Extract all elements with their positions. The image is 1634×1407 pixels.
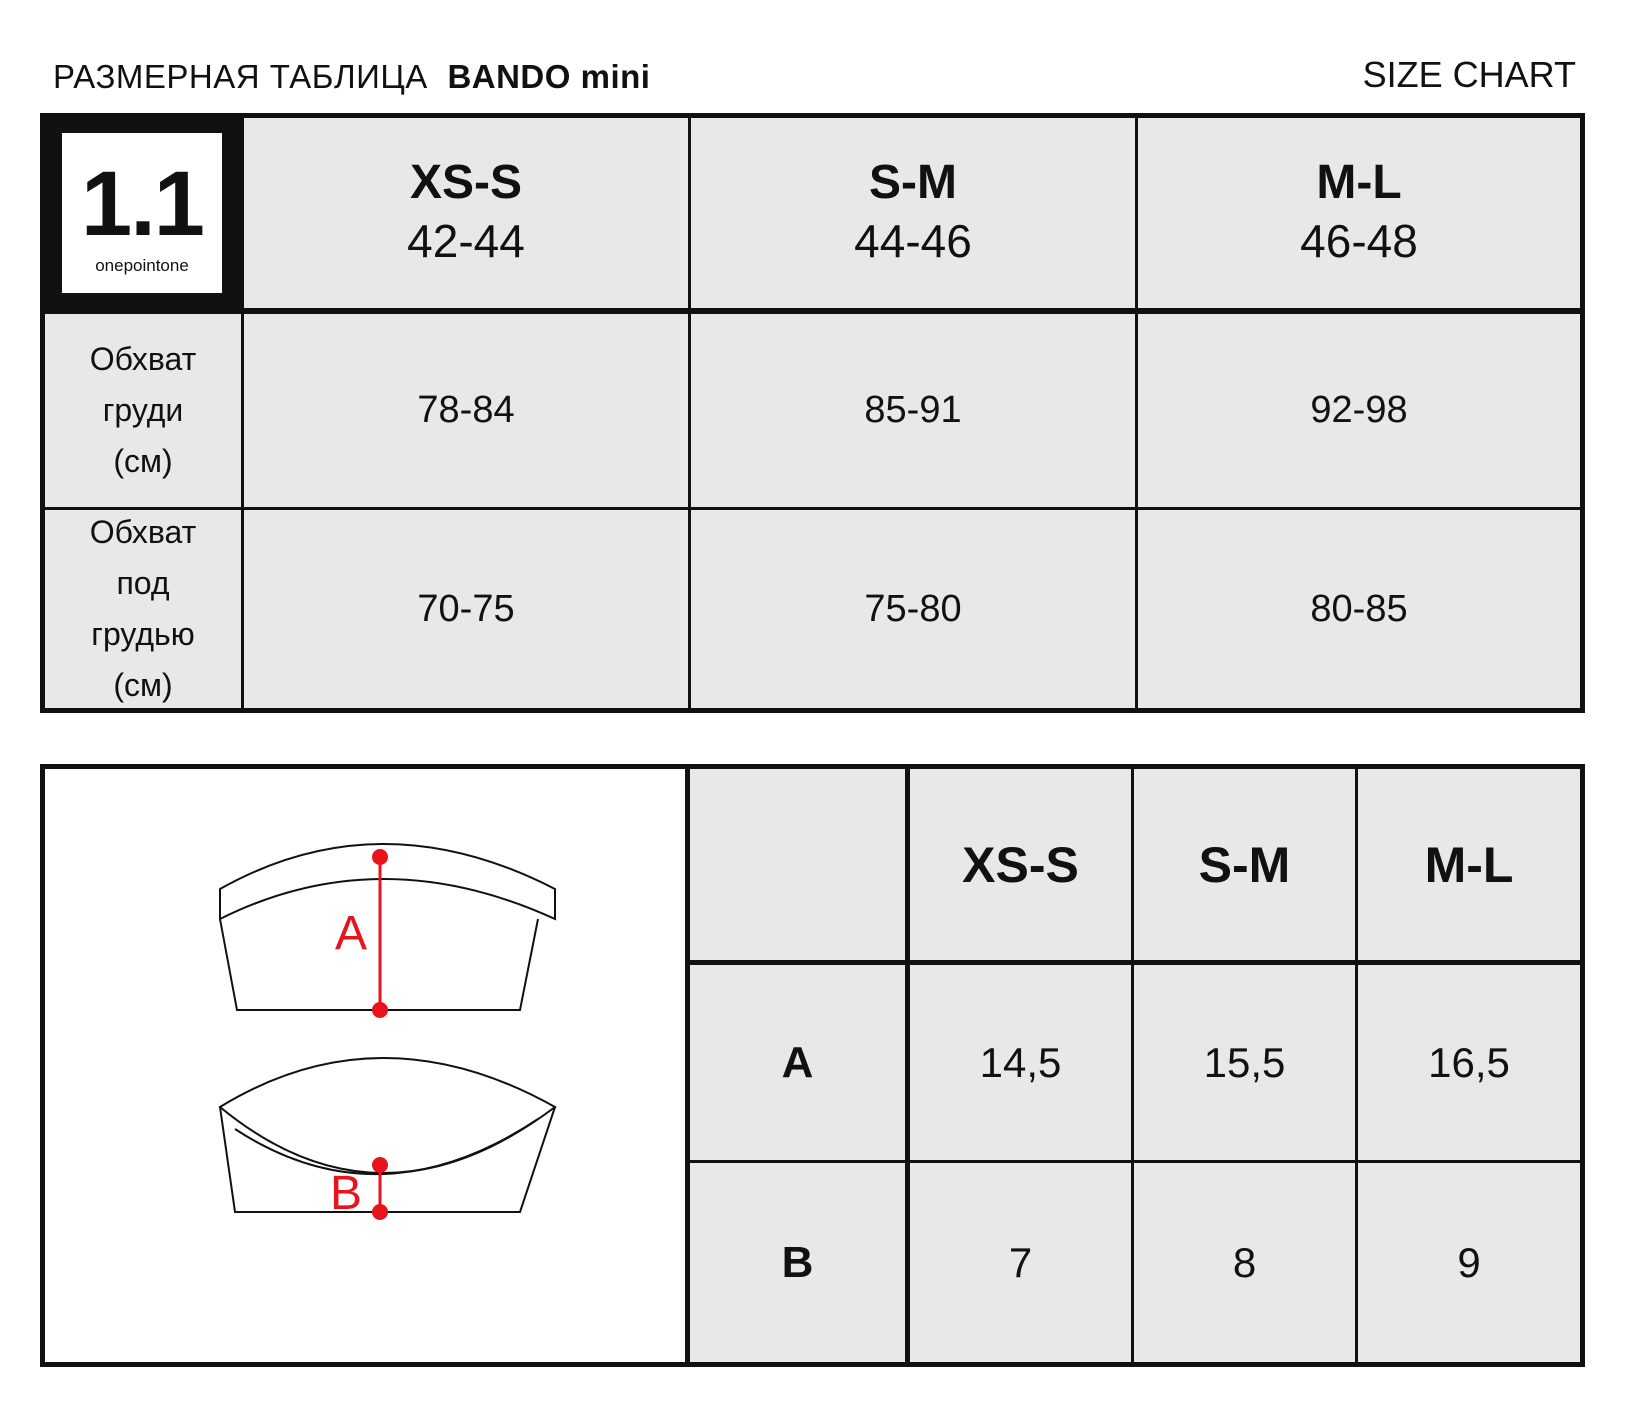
label-line: под bbox=[116, 564, 170, 601]
bust-value-m-l: 92-98 bbox=[1138, 314, 1580, 510]
measure-dot-b-bottom bbox=[372, 1204, 388, 1220]
b-value-xs-s: 7 bbox=[910, 1163, 1134, 1362]
size-code: M-L bbox=[1424, 836, 1514, 893]
underbust-value-m-l: 80-85 bbox=[1310, 587, 1408, 630]
row-label-bust bbox=[45, 314, 244, 510]
bando-illustration bbox=[45, 769, 685, 1362]
size-code: XS-S bbox=[409, 156, 523, 210]
garment-size-section bbox=[40, 764, 1585, 1367]
garment-size-table bbox=[690, 769, 1580, 1362]
label-line: (см) bbox=[113, 667, 173, 704]
logo-number: 1.1 bbox=[81, 153, 203, 255]
size-header-xs-s bbox=[244, 118, 691, 314]
diagram-label-a: A bbox=[335, 907, 368, 960]
brand-logo-cell bbox=[45, 118, 244, 314]
b-value-s-m: 8 bbox=[1134, 1163, 1358, 1362]
label-line: (см) bbox=[113, 443, 173, 480]
row-label-underbust bbox=[45, 510, 244, 708]
size-header-s-m bbox=[691, 118, 1138, 314]
label-line: груди bbox=[102, 391, 184, 428]
a-value-s-m: 15,5 bbox=[1134, 965, 1358, 1163]
label-line: грудью bbox=[91, 616, 195, 652]
bando-diagram bbox=[45, 769, 690, 1362]
logo-brand-name: onepointone bbox=[95, 256, 189, 275]
label-line: Обхват bbox=[89, 513, 197, 550]
body-size-table bbox=[40, 113, 1585, 713]
corner-cell bbox=[690, 769, 910, 965]
chart-title-en: SIZE CHART bbox=[1362, 54, 1576, 95]
garment-size-header-s-m bbox=[1134, 769, 1358, 965]
bando-back-body bbox=[220, 1107, 555, 1212]
label-line: Обхват bbox=[89, 340, 197, 377]
bust-value-xs-s: 78-84 bbox=[244, 314, 691, 510]
size-code: S-M bbox=[1198, 836, 1291, 893]
measurement-markers bbox=[330, 849, 388, 1220]
size-ru: 44-46 bbox=[854, 214, 972, 267]
dimension-label-a: A bbox=[690, 965, 910, 1163]
garment-size-header-xs-s bbox=[910, 769, 1134, 965]
a-value-m-l: 16,5 bbox=[1358, 965, 1580, 1163]
underbust-value-xs-s: 70-75 bbox=[244, 510, 691, 708]
model-name: BANDO mini bbox=[447, 58, 651, 95]
underbust-value-s-m: 75-80 bbox=[691, 510, 1138, 708]
measure-dot-a-bottom bbox=[372, 1002, 388, 1018]
page-header bbox=[0, 0, 1634, 110]
diagram-label-b: B bbox=[330, 1167, 363, 1220]
garment-size-header-m-l bbox=[1358, 769, 1580, 965]
size-code: M-L bbox=[1316, 156, 1402, 210]
size-header-m-l bbox=[1138, 118, 1580, 314]
size-ru: 46-48 bbox=[1300, 214, 1418, 267]
chart-title bbox=[53, 58, 650, 96]
bust-value-s-m: 85-91 bbox=[691, 314, 1138, 510]
a-value-xs-s: 14,5 bbox=[910, 965, 1134, 1163]
brand-logo bbox=[62, 133, 222, 293]
measure-dot-a-top bbox=[372, 849, 388, 865]
size-code: S-M bbox=[869, 156, 957, 210]
size-code: XS-S bbox=[962, 836, 1079, 893]
chart-title-ru: РАЗМЕРНАЯ ТАБЛИЦА bbox=[53, 58, 428, 95]
size-ru: 42-44 bbox=[407, 214, 525, 267]
measure-dot-b-top bbox=[372, 1157, 388, 1173]
dimension-label-b: B bbox=[690, 1163, 910, 1362]
b-value-m-l: 9 bbox=[1457, 1238, 1481, 1286]
bando-back-rim bbox=[220, 1058, 555, 1173]
